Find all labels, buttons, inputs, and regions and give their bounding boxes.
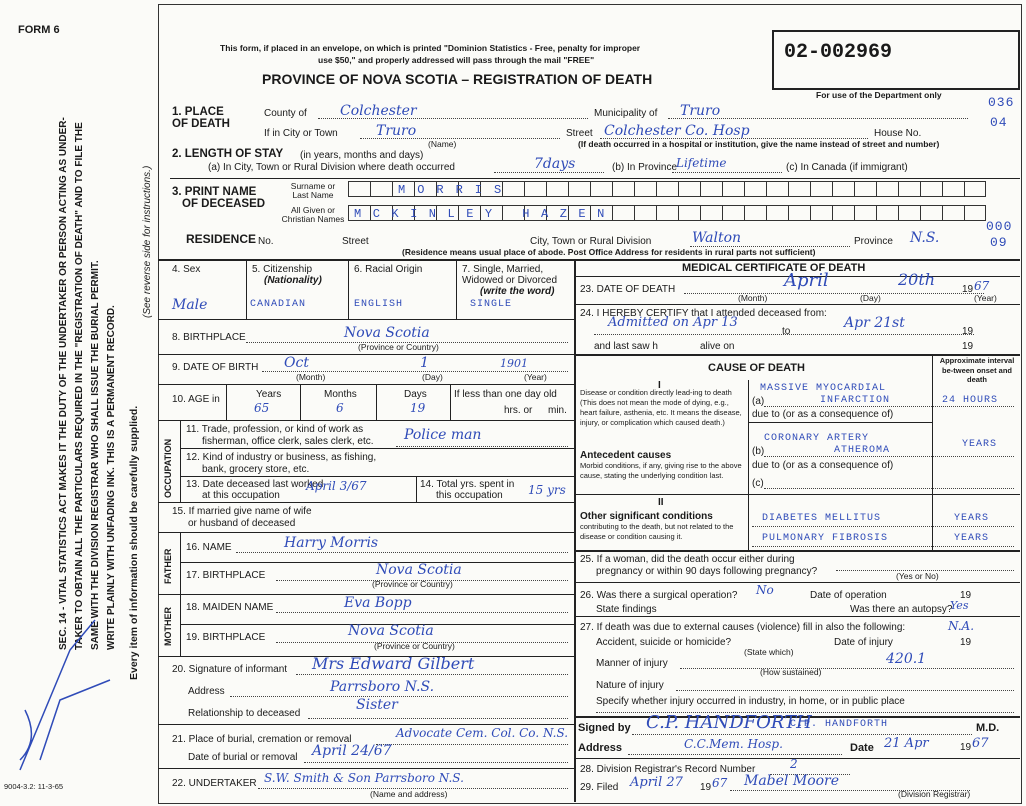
age-years-value: 65 (254, 401, 270, 415)
yes-no-note: (Yes or No) (896, 571, 939, 581)
interval-b-value: YEARS (962, 439, 998, 450)
signed-by-label: Signed by (578, 722, 631, 734)
nature-label: Nature of injury (596, 680, 664, 691)
street-value: Colchester Co. Hosp (604, 123, 750, 139)
death-month-note: (Month) (738, 293, 768, 303)
street-label: Street (566, 128, 593, 139)
death-year-note: (Year) (974, 293, 997, 303)
mother-birthplace-label: 19. BIRTHPLACE (186, 632, 266, 643)
q27-value: N.A. (948, 619, 975, 633)
q28-label: 28. Division Registrar's Record Number (580, 764, 756, 775)
envelope-note-2: use $50," and properly addressed will pass through the mail "FREE" (318, 55, 595, 65)
residence-province-value: N.S. (910, 230, 940, 246)
burial-date-label: Date of burial or removal (188, 752, 298, 763)
last-worked-label-1: 13. Date deceased last worked (186, 479, 324, 490)
total-yrs-label-2: this occupation (436, 490, 503, 501)
death-day-value: 20th (898, 270, 936, 289)
alive-on-label: alive on (700, 341, 735, 352)
father-name-label: 16. NAME (186, 542, 232, 553)
state-which-note: (State which) (744, 647, 794, 657)
q25-line-1: 25. If a woman, did the death occur either during (580, 554, 795, 565)
antecedent-title: Antecedent causes (580, 450, 672, 461)
form-code: 9004-3.2: 11-3-65 (4, 782, 64, 791)
total-yrs-value: 15 yrs (528, 483, 566, 497)
dept-code-1: 036 (988, 95, 1015, 110)
hospital-note: (If death occurred in a hospital or institution, give the name instead of street and number) (578, 139, 940, 149)
envelope-note-1: This form, if placed in an envelope, on which is printed "Dominion Statistics - Free, penalty for improper (220, 43, 641, 53)
relationship-value: Sister (356, 697, 398, 713)
other-condition-1: DIABETES MELLITUS (762, 513, 882, 524)
md-label: M.D. (976, 722, 1000, 734)
wife-label-1: 15. If married give name of wife (172, 506, 312, 517)
signed-year-value: 67 (972, 736, 989, 751)
months-label: Months (324, 389, 357, 400)
death-day-note: (Day) (860, 293, 881, 303)
hrs-label: hrs. or (504, 405, 533, 416)
physician-address-value: C.C.Mem. Hosp. (684, 737, 783, 751)
city-value: Truro (376, 123, 417, 139)
attended-year-prefix: 19 (962, 326, 974, 337)
filed-date-value: April 27 (630, 775, 683, 790)
dept-code-3: 000 (986, 219, 1013, 234)
cause-c-letter: (c) (752, 478, 764, 489)
father-side-label: FATHER (163, 548, 173, 584)
length-of-stay-label: 2. LENGTH OF STAY (172, 148, 284, 160)
pen-scribble (0, 560, 150, 780)
attended-from-value: Admitted on Apr 13 (608, 315, 738, 330)
due-to-b-label: due to (or as a consequence of) (752, 460, 894, 471)
father-birthplace-label: 17. BIRTHPLACE (186, 570, 266, 581)
registration-number: 02-002969 (784, 41, 893, 64)
instructions-line-2: TAKER TO OBTAIN ALL THE PARTICULARS REQUIRED IN THE "REGISTRATION OF DEATH" AND TO FILE THE (74, 122, 85, 650)
given-names-label: All Given or Christian Names (281, 205, 345, 225)
injury-year-prefix: 19 (960, 637, 972, 648)
date-injury-label: Date of injury (834, 637, 893, 648)
instructions-line-4: WRITE PLAINLY WITH UNFADING INK. THIS IS A PERMANENT RECORD. (106, 305, 117, 650)
form-title: PROVINCE OF NOVA SCOTIA – REGISTRATION OF DEATH (262, 71, 653, 87)
op-date-label: Date of operation (810, 590, 887, 601)
last-saw-label: and last saw h (594, 341, 658, 352)
length-unit-note: (in years, months and days) (300, 150, 424, 161)
dob-label: 9. DATE OF BIRTH (172, 362, 259, 373)
cause-b-line-1: CORONARY ARTERY (764, 433, 870, 444)
trade-label-2: fisherman, office clerk, sales clerk, etc. (202, 436, 374, 447)
father-province-note: (Province or Country) (372, 579, 453, 589)
occupation-side-label: OCCUPATION (163, 438, 173, 498)
house-no-label: House No. (874, 128, 922, 139)
city-label: If in City or Town (264, 128, 338, 139)
code-value: 420.1 (886, 651, 927, 667)
medical-certificate-title: MEDICAL CERTIFICATE OF DEATH (682, 262, 866, 274)
dept-code-2: 04 (990, 115, 1008, 130)
registrar-signature: Mabel Moore (744, 773, 840, 789)
residence-city-value: Walton (692, 230, 742, 246)
division-registrar-note: (Division Registrar) (898, 789, 971, 799)
specify-label: Specify whether injury occurred in industry, in home, or in public place (596, 696, 905, 707)
name-address-note: (Name and address) (370, 789, 448, 799)
other-condition-1-interval: YEARS (954, 513, 990, 524)
section-i-label: I (658, 380, 661, 391)
mother-birthplace-value: Nova Scotia (348, 623, 434, 639)
age-label: 10. AGE in (172, 394, 220, 405)
cause-b-line-2: ATHEROMA (834, 445, 891, 456)
age-months-value: 6 (336, 401, 344, 415)
department-use-note: For use of the Department only (816, 90, 942, 100)
physician-address-label: Address (578, 742, 623, 754)
autopsy-value: Yes (950, 599, 969, 612)
days-label: Days (404, 389, 427, 400)
residence-province-label: Province (854, 236, 893, 247)
other-condition-2-interval: YEARS (954, 533, 990, 544)
burial-place-label: 21. Place of burial, cremation or removal (172, 734, 352, 745)
signed-year-prefix: 19 (960, 742, 972, 753)
autopsy-label: Was there an autopsy? (850, 604, 953, 615)
less-than-day-label: If less than one day old (454, 389, 557, 400)
manner-label: Manner of injury (596, 658, 668, 669)
name-note: (Name) (428, 139, 457, 149)
citizenship-sub: (Nationality) (264, 275, 322, 286)
interval-a-value: 24 HOURS (942, 395, 999, 406)
of-deceased-label: OF DECEASED (182, 198, 266, 210)
cause-b-letter: (b) (752, 446, 765, 457)
sex-label: 4. Sex (172, 264, 201, 275)
how-sustained-note: (How sustained) (760, 667, 822, 677)
birthplace-province-note: (Province or Country) (358, 342, 439, 352)
place-of-death-label: 1. PLACE OF DEATH (172, 106, 230, 130)
last-worked-label-2: at this occupation (202, 490, 280, 501)
other-conditions-label: contributing to the death, but not related to the disease or condition causing it. (580, 522, 734, 541)
years-label: Years (256, 389, 282, 400)
trade-value: Police man (404, 427, 482, 443)
form-number: FORM 6 (18, 24, 60, 36)
relationship-label: Relationship to deceased (188, 708, 301, 719)
burial-date-value: April 24/67 (312, 743, 392, 759)
q26-label: 26. Was there a surgical operation? (580, 590, 738, 601)
date-signed-value: 21 Apr (884, 736, 929, 751)
day-note: (Day) (422, 372, 443, 382)
residence-note: (Residence means usual place of abode. Post Office Address for residents in rural parts not sufficient) (402, 247, 816, 257)
undertaker-value: S.W. Smith & Son Parrsboro N.S. (264, 771, 464, 785)
surname-value: MORRIS (398, 183, 514, 197)
op-year-prefix: 19 (960, 590, 972, 601)
stay-a-label: (a) In City, Town or Rural Division where death occurred (208, 162, 455, 173)
cause-title: CAUSE OF DEATH (708, 362, 805, 374)
last-worked-value: April 3/67 (306, 479, 367, 493)
alive-year-prefix: 19 (962, 341, 974, 352)
q26-value: No (756, 583, 774, 597)
industry-label-2: bank, grocery store, etc. (202, 464, 310, 475)
see-reverse-note: (See reverse side for instructions.) (142, 165, 153, 318)
residence-street-label: Street (342, 236, 369, 247)
mother-maiden-value: Eva Bopp (344, 595, 412, 611)
other-conditions-title: Other significant conditions (580, 511, 713, 522)
month-note: (Month) (296, 372, 326, 382)
birthplace-label: 8. BIRTHPLACE (172, 332, 246, 343)
racial-value: ENGLISH (354, 299, 404, 310)
marital-value: SINGLE (470, 299, 513, 310)
given-names-value: MCKINLEY HAZEN (354, 207, 616, 221)
mother-maiden-label: 18. MAIDEN NAME (186, 602, 274, 613)
dept-code-4: 09 (990, 235, 1008, 250)
date-of-death-label: 23. DATE OF DEATH (580, 284, 676, 295)
accident-label: Accident, suicide or homicide? (596, 637, 732, 648)
state-findings-label: State findings (596, 604, 657, 615)
instructions-line-3: SAME WITH THE DIVISION REGISTRAR WHO SHALL ISSUE THE BURIAL PERMIT. (90, 260, 101, 650)
stay-b-value: Lifetime (676, 156, 727, 170)
birthplace-value: Nova Scotia (344, 325, 430, 341)
total-yrs-label-1: 14. Total yrs. spent in (420, 479, 515, 490)
municipality-label: Municipality of (594, 108, 658, 119)
undertaker-label: 22. UNDERTAKER (172, 778, 257, 789)
certify-label: 24. I HEREBY CERTIFY that I attended deceased from: (580, 308, 827, 319)
stay-a-value: 7days (534, 156, 576, 172)
father-birthplace-value: Nova Scotia (376, 562, 462, 578)
death-year-value: 67 (974, 279, 990, 293)
q27-label: 27. If death was due to external causes (violence) fill in also the following: (580, 622, 906, 633)
antecedent-label: Morbid conditions, if any, giving rise to the above cause, stating the underlying condition last. (580, 461, 742, 480)
print-name-label: 3. PRINT NAME (172, 186, 257, 198)
residence-city-label: City, Town or Rural Division (530, 236, 652, 247)
filed-year-prefix: 19 (700, 782, 712, 793)
dob-month-value: Oct (284, 355, 309, 371)
death-year-prefix: 19 (962, 284, 974, 295)
q25-line-2: pregnancy or within 90 days following pregnancy? (596, 566, 818, 577)
mother-province-note: (Province or Country) (374, 641, 455, 651)
father-name-value: Harry Morris (284, 535, 379, 551)
racial-label: 6. Racial Origin (354, 264, 423, 275)
dob-year-value: 1901 (500, 357, 528, 370)
sex-value: Male (172, 297, 208, 313)
citizenship-label: 5. Citizenship (252, 264, 313, 275)
q28-value: 2 (790, 757, 798, 771)
to-label: to (782, 326, 791, 337)
dob-day-value: 1 (420, 355, 429, 371)
other-condition-2: PULMONARY FIBROSIS (762, 533, 889, 544)
section-ii-label: II (658, 497, 664, 508)
marital-label: 7. Single, Married, Widowed or Divorced (462, 264, 558, 286)
attended-to-value: Apr 21st (844, 315, 905, 331)
interval-label: Approximate interval be-tween onset and death (939, 356, 1015, 384)
every-item-note: Every item of information should be carefully supplied. (128, 405, 140, 680)
due-to-a-label: due to (or as a consequence of) (752, 409, 894, 420)
trade-label-1: 11. Trade, profession, or kind of work as (186, 424, 364, 435)
age-days-value: 19 (410, 401, 426, 415)
filed-year-value: 67 (712, 776, 728, 790)
death-month-value: April (784, 270, 829, 291)
county-value: Colchester (340, 103, 417, 119)
q29-label: 29. Filed (580, 782, 619, 793)
industry-label-1: 12. Kind of industry or business, as fishing, (186, 452, 377, 463)
informant-sig-label: 20. Signature of informant (172, 664, 288, 675)
citizenship-value: CANADIAN (250, 299, 307, 310)
min-label: min. (548, 405, 567, 416)
informant-address-value: Parrsboro N.S. (330, 679, 435, 695)
informant-address-label: Address (188, 686, 225, 697)
cause-a-line-2: INFARCTION (820, 395, 891, 406)
cause-a-line-1: MASSIVE MYOCARDIAL (760, 383, 887, 394)
informant-signature: Mrs Edward Gilbert (312, 654, 475, 673)
county-label: County of (264, 108, 307, 119)
residence-label: RESIDENCE (186, 232, 257, 246)
stay-b-label: (b) In Province (612, 162, 678, 173)
residence-no-label: No. (258, 236, 274, 247)
physician-printed-name: C.P. HANDFORTH (790, 719, 889, 730)
burial-place-value: Advocate Cem. Col. Co. N.S. (396, 726, 569, 740)
physician-signature: C.P. HANDFORTH (646, 712, 812, 733)
municipality-value: Truro (680, 103, 721, 119)
cause-a-letter: (a) (752, 396, 765, 407)
marital-sub: (write the word) (480, 286, 555, 297)
stay-c-label: (c) In Canada (if immigrant) (786, 162, 908, 173)
direct-cause-label: Disease or condition directly lead-ing to death (This does not mean the mode of dying, e.g., heart failure, asthenia, etc. It means the disease, injury, or complication which caused death.) (580, 388, 742, 427)
year-note: (Year) (524, 372, 547, 382)
surname-label: Surname or Last Name (290, 181, 336, 201)
wife-label-2: or husband of deceased (188, 518, 296, 529)
instructions-line-1: SEC. 14 - VITAL STATISTICS ACT MAKES IT THE DUTY OF THE UNDERTAKER OR PERSON ACTING AS UNDER- (58, 117, 69, 650)
date-signed-label: Date (850, 742, 874, 754)
mother-side-label: MOTHER (163, 607, 173, 646)
